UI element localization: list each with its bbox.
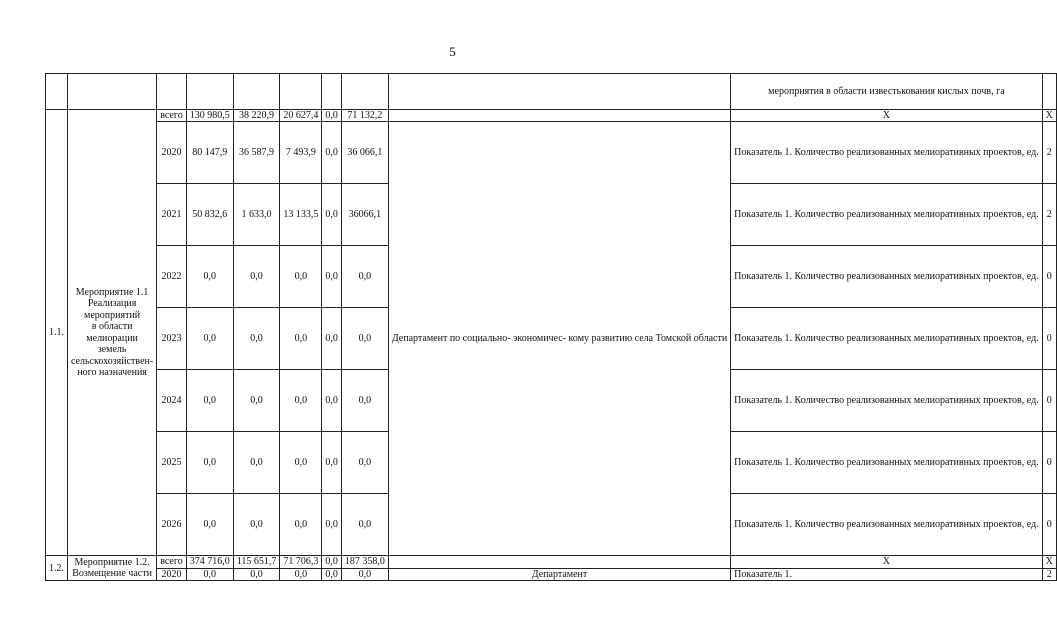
indicator-value: 0 (1042, 494, 1056, 556)
value-cell: 187 358,0 (341, 556, 388, 568)
year-cell: 2020 (157, 122, 187, 184)
value-cell: 0,0 (322, 568, 342, 580)
value-cell: 0,0 (322, 184, 342, 246)
indicator-value: 2 (1042, 122, 1056, 184)
value-cell: 0,0 (280, 308, 322, 370)
cell-empty (280, 74, 322, 110)
value-cell: 0,0 (341, 246, 388, 308)
value-cell: 0,0 (186, 308, 233, 370)
measure-name: Мероприятие 1.1 Реализация мероприятий в области мелиорации земель сельскохозяйствен- ного назначения (68, 110, 157, 556)
value-cell: 0,0 (233, 308, 280, 370)
value-cell: 0,0 (280, 246, 322, 308)
cell-empty (46, 74, 68, 110)
value-cell: 36066,1 (341, 184, 388, 246)
page-number: 5 (449, 44, 456, 59)
value-cell: 0,0 (341, 568, 388, 580)
department-cell: Департамент по социально- экономичес- кому развитию села Томской области (388, 122, 730, 556)
indicator-value: 2 (1042, 568, 1056, 580)
cell-empty (322, 74, 342, 110)
value-cell: 1 633,0 (233, 184, 280, 246)
indicator-value: 2 (1042, 184, 1056, 246)
indicator-cell: Показатель 1. Количество реализованных мелиоративных проектов, ед. (731, 432, 1042, 494)
value-cell: 71 132,2 (341, 110, 388, 122)
value-cell: 0,0 (233, 494, 280, 556)
value-cell: 80 147,9 (186, 122, 233, 184)
value-cell: 38 220,9 (233, 110, 280, 122)
row-number: 1.2. (46, 556, 68, 581)
value-cell: 7 493,9 (280, 122, 322, 184)
department-cell: Департамент (388, 568, 730, 580)
header-continuation-row (46, 74, 1057, 110)
value-cell: 0,0 (233, 370, 280, 432)
value-cell: 50 832,6 (186, 184, 233, 246)
row-number: 1.1. (46, 110, 68, 556)
indicator-value: X (1042, 556, 1056, 568)
year-cell: всего (157, 556, 187, 568)
value-cell: 71 706,3 (280, 556, 322, 568)
cell-empty (1042, 74, 1056, 110)
value-cell: 36 066,1 (341, 122, 388, 184)
value-cell: 0,0 (322, 432, 342, 494)
value-cell: 0,0 (322, 370, 342, 432)
year-cell: 2026 (157, 494, 187, 556)
cell-empty (157, 74, 187, 110)
table-row-m2-total (46, 556, 1057, 568)
indicator-cell: мероприятия в области известькования кислых почв, га (731, 74, 1042, 110)
value-cell: 0,0 (233, 568, 280, 580)
indicator-cell: Показатель 1. (731, 568, 1042, 580)
indicator-cell: X (731, 110, 1042, 122)
indicator-cell: Показатель 1. Количество реализованных мелиоративных проектов, ед. (731, 184, 1042, 246)
year-cell: 2024 (157, 370, 187, 432)
dept-cell-empty (388, 110, 730, 122)
value-cell: 130 980,5 (186, 110, 233, 122)
indicator-cell: Показатель 1. Количество реализованных мелиоративных проектов, ед. (731, 494, 1042, 556)
cell-empty (68, 74, 157, 110)
value-cell: 0,0 (322, 110, 342, 122)
value-cell: 0,0 (233, 432, 280, 494)
value-cell: 0,0 (233, 246, 280, 308)
value-cell: 0,0 (186, 568, 233, 580)
table-row-2020 (46, 122, 1057, 184)
value-cell: 0,0 (186, 370, 233, 432)
indicator-value: 0 (1042, 370, 1056, 432)
year-cell: 2020 (157, 568, 187, 580)
indicator-cell: Показатель 1. Количество реализованных мелиоративных проектов, ед. (731, 122, 1042, 184)
value-cell: 0,0 (341, 308, 388, 370)
indicator-cell: Показатель 1. Количество реализованных мелиоративных проектов, ед. (731, 308, 1042, 370)
value-cell: 20 627,4 (280, 110, 322, 122)
value-cell: 0,0 (280, 370, 322, 432)
indicator-value: 0 (1042, 432, 1056, 494)
indicator-value: X (1042, 110, 1056, 122)
indicator-cell: Показатель 1. Количество реализованных мелиоративных проектов, ед. (731, 370, 1042, 432)
value-cell: 0,0 (322, 246, 342, 308)
table-row-m2-2020 (46, 568, 1057, 580)
value-cell: 0,0 (280, 568, 322, 580)
value-cell: 0,0 (186, 494, 233, 556)
year-cell: 2023 (157, 308, 187, 370)
value-cell: 0,0 (322, 556, 342, 568)
value-cell: 0,0 (341, 494, 388, 556)
value-cell: 0,0 (322, 494, 342, 556)
value-cell: 0,0 (186, 432, 233, 494)
value-cell: 0,0 (280, 432, 322, 494)
year-cell: всего (157, 110, 187, 122)
year-cell: 2022 (157, 246, 187, 308)
program-table (45, 73, 1057, 581)
cell-empty (233, 74, 280, 110)
indicator-cell: X (731, 556, 1042, 568)
value-cell: 0,0 (341, 432, 388, 494)
value-cell: 13 133,5 (280, 184, 322, 246)
indicator-cell: Показатель 1. Количество реализованных мелиоративных проектов, ед. (731, 246, 1042, 308)
value-cell: 115 651,7 (233, 556, 280, 568)
year-cell: 2025 (157, 432, 187, 494)
table-row-m1-total (46, 110, 1057, 122)
measure-name: Мероприятие 1.2. Возмещение части (68, 556, 157, 581)
value-cell: 0,0 (322, 122, 342, 184)
value-cell: 0,0 (186, 246, 233, 308)
value-cell: 374 716,0 (186, 556, 233, 568)
year-cell: 2021 (157, 184, 187, 246)
value-cell: 0,0 (322, 308, 342, 370)
cell-empty (341, 74, 388, 110)
indicator-value: 0 (1042, 246, 1056, 308)
dept-cell-empty (388, 556, 730, 568)
value-cell: 0,0 (280, 494, 322, 556)
indicator-value: 0 (1042, 308, 1056, 370)
cell-empty (186, 74, 233, 110)
value-cell: 36 587,9 (233, 122, 280, 184)
cell-empty (388, 74, 730, 110)
value-cell: 0,0 (341, 370, 388, 432)
